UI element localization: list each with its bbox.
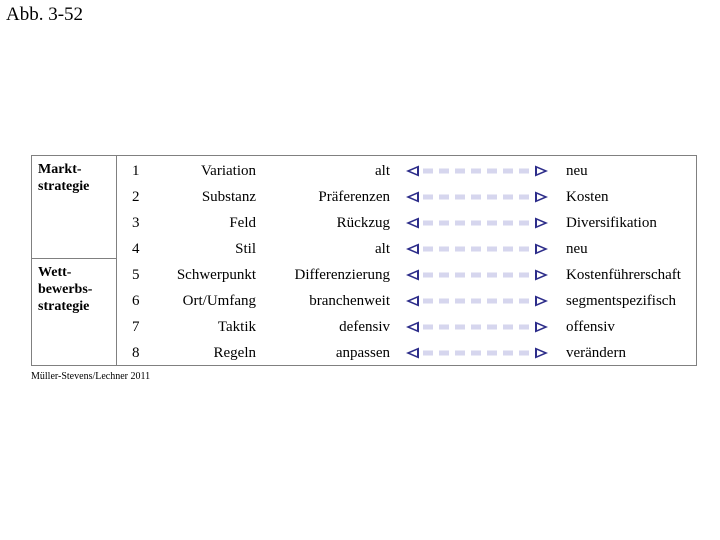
row-dimension: Regeln bbox=[213, 345, 256, 361]
double-headed-dashed-arrow-icon bbox=[406, 320, 548, 334]
row-dimension: Ort/Umfang bbox=[182, 293, 256, 309]
double-headed-dashed-arrow-icon bbox=[406, 164, 548, 178]
row-right-pole: Kosten bbox=[566, 189, 609, 205]
row-left-pole: Rückzug bbox=[336, 215, 390, 231]
table-row bbox=[32, 289, 696, 315]
row-dimension: Stil bbox=[235, 241, 256, 257]
row-right-pole: offensiv bbox=[566, 319, 615, 335]
row-number: 4 bbox=[132, 241, 140, 257]
strategy-table bbox=[31, 155, 697, 366]
row-right-pole: neu bbox=[566, 163, 588, 179]
row-left-pole: Präferenzen bbox=[318, 189, 390, 205]
table-row bbox=[32, 237, 696, 263]
row-number: 1 bbox=[132, 163, 140, 179]
row-left-pole: alt bbox=[375, 163, 390, 179]
double-headed-dashed-arrow-icon bbox=[406, 190, 548, 204]
figure-label: Abb. 3-52 bbox=[6, 4, 84, 25]
row-dimension: Schwerpunkt bbox=[176, 267, 256, 283]
row-number: 3 bbox=[132, 215, 140, 231]
group-title-line: strategie bbox=[38, 299, 90, 314]
row-left-pole: anpassen bbox=[335, 345, 390, 361]
table-row bbox=[32, 263, 696, 289]
row-number: 7 bbox=[132, 319, 140, 335]
row-right-pole: segmentspezifisch bbox=[566, 293, 676, 309]
row-right-pole: verändern bbox=[566, 345, 626, 361]
double-headed-dashed-arrow-icon bbox=[406, 346, 548, 360]
double-headed-dashed-arrow-icon bbox=[406, 294, 548, 308]
double-headed-dashed-arrow-icon bbox=[406, 268, 548, 282]
row-right-pole: neu bbox=[566, 241, 588, 257]
row-dimension: Substanz bbox=[201, 189, 256, 205]
table-row bbox=[32, 315, 696, 341]
row-left-pole: defensiv bbox=[339, 319, 390, 335]
row-number: 2 bbox=[132, 189, 140, 205]
double-headed-dashed-arrow-icon bbox=[406, 242, 548, 256]
row-number: 5 bbox=[132, 267, 140, 283]
group-title-line: bewerbs- bbox=[38, 282, 93, 297]
group-title-line: Wett- bbox=[38, 265, 72, 280]
table-row bbox=[32, 341, 696, 367]
group-title-line: strategie bbox=[38, 179, 90, 194]
row-left-pole: branchenweit bbox=[309, 293, 390, 309]
row-left-pole: alt bbox=[375, 241, 390, 257]
table-row bbox=[32, 159, 696, 185]
table-row bbox=[32, 185, 696, 211]
double-headed-dashed-arrow-icon bbox=[406, 216, 548, 230]
row-number: 6 bbox=[132, 293, 140, 309]
row-right-pole: Kostenführerschaft bbox=[566, 267, 681, 283]
table-row bbox=[32, 211, 696, 237]
row-number: 8 bbox=[132, 345, 140, 361]
row-dimension: Feld bbox=[229, 215, 256, 231]
row-dimension: Variation bbox=[201, 163, 256, 179]
group-title-line: Markt- bbox=[38, 162, 82, 177]
row-right-pole: Diversifikation bbox=[566, 215, 657, 231]
source-note: Müller-Stevens/Lechner 2011 bbox=[31, 371, 151, 382]
row-left-pole: Differenzierung bbox=[294, 267, 390, 283]
row-dimension: Taktik bbox=[217, 319, 256, 335]
